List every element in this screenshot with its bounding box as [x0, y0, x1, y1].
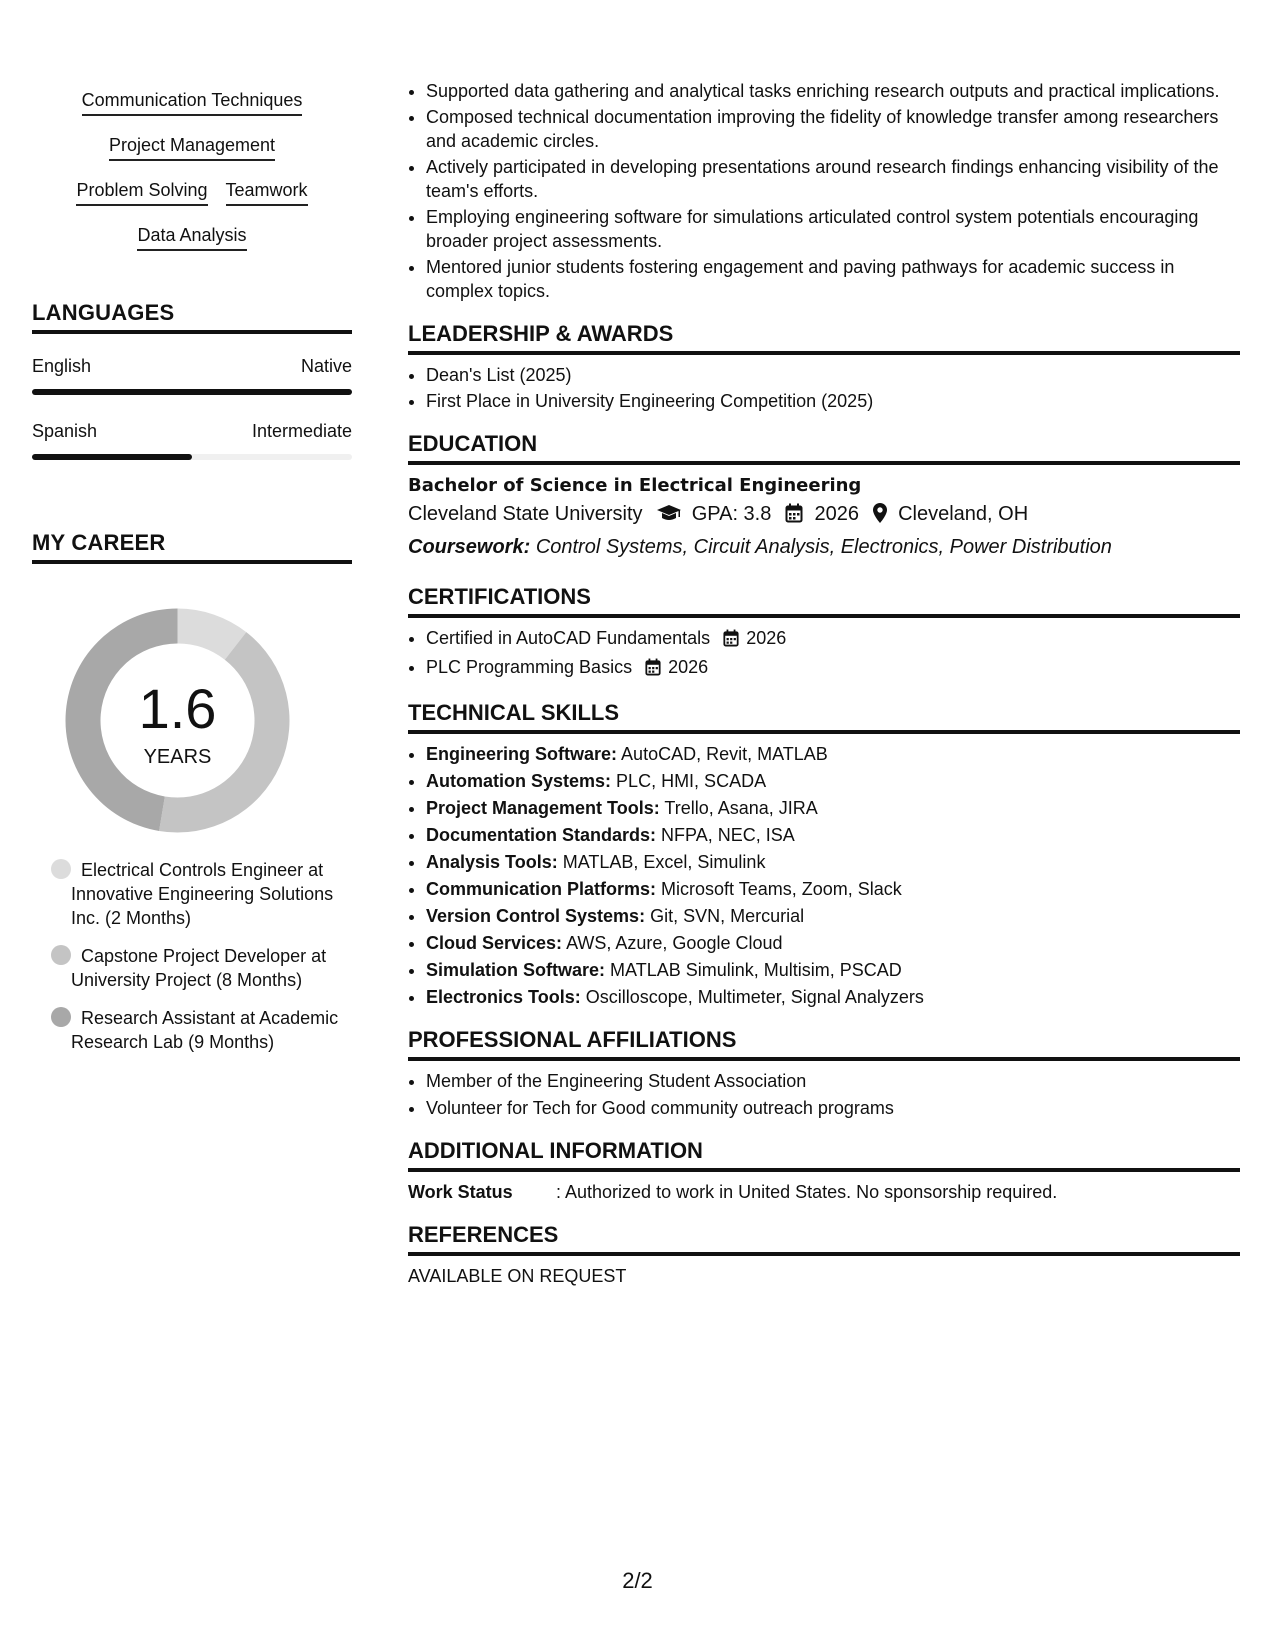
- career-heading: MY CAREER: [32, 530, 352, 564]
- map-pin-icon: [873, 502, 887, 532]
- leadership-heading: LEADERSHIP & AWARDS: [408, 321, 1240, 355]
- skill-label: Analysis Tools:: [426, 852, 558, 872]
- technical-skill-item: [426, 742, 1240, 766]
- skill-tag: Teamwork: [226, 177, 308, 206]
- skill-label: Simulation Software:: [426, 960, 606, 980]
- skill-value: PLC, HMI, SCADA: [616, 771, 767, 791]
- experience-bullet: • Employing engineering software for simulations articulated control system potentials encouraging broader project assessments.: [426, 205, 1240, 253]
- technical-skill-item: [426, 904, 1240, 928]
- skill-tag: Project Management: [109, 132, 275, 161]
- education-details: [408, 499, 1240, 532]
- career-item: [51, 858, 341, 930]
- skill-value: Oscilloscope, Multimeter, Signal Analyzers: [585, 987, 924, 1007]
- education-gpa: GPA: 3.8: [691, 503, 772, 525]
- career-text: Research Assistant at Academic Research Lab (9 Months): [71, 1008, 339, 1052]
- education-year: 2026: [814, 503, 859, 525]
- coursework-value: Control Systems, Circuit Analysis, Electronics, Power Distribution: [535, 536, 1112, 558]
- career-unit: YEARS: [143, 746, 212, 768]
- work-status-label: Work Status: [408, 1182, 513, 1202]
- certification-name: PLC Programming Basics: [426, 657, 633, 677]
- technical-skills-list: [408, 742, 1240, 1009]
- experience-bullet: • Actively participated in developing presentations around research findings enhancing visibility of the team's efforts.: [426, 155, 1240, 203]
- career-total: 1.6: [138, 677, 217, 740]
- technical-skill-item: [426, 796, 1240, 820]
- certification-name: Certified in AutoCAD Fundamentals: [426, 628, 711, 648]
- skill-tag: Data Analysis: [137, 222, 246, 251]
- education-degree: Bachelor of Science in Electrical Engineering: [408, 475, 862, 496]
- sidebar: [32, 0, 352, 1068]
- certifications-heading: CERTIFICATIONS: [408, 584, 1240, 618]
- certification-year: 2026: [746, 628, 787, 648]
- skill-label: Communication Platforms:: [426, 879, 657, 899]
- education-heading: EDUCATION: [408, 431, 1240, 465]
- technical-skill-item: [426, 823, 1240, 847]
- skill-value: AutoCAD, Revit, MATLAB: [621, 744, 828, 764]
- leadership-list: [408, 363, 1240, 413]
- skill-row: [32, 222, 352, 267]
- experience-bullets: [408, 79, 1240, 303]
- language-level: Intermediate: [251, 421, 352, 441]
- technical-skill-item: [426, 850, 1240, 874]
- language-name: English: [32, 356, 92, 376]
- skill-value: Git, SVN, Mercurial: [650, 906, 805, 926]
- leadership-item: • Dean's List (2025): [426, 363, 1240, 387]
- technical-skill-item: [426, 985, 1240, 1009]
- technical-skill-item: [426, 769, 1240, 793]
- language-bar: [32, 389, 352, 395]
- certification-year: 2026: [668, 657, 709, 677]
- technical-skill-item: [426, 877, 1240, 901]
- skill-value: MATLAB Simulink, Multisim, PSCAD: [610, 960, 902, 980]
- technical-skill-item: [426, 958, 1240, 982]
- affiliations-heading: PROFESSIONAL AFFILIATIONS: [408, 1027, 1240, 1061]
- leadership-item: • First Place in University Engineering Competition (2025): [426, 389, 1240, 413]
- education-location: Cleveland, OH: [898, 503, 1029, 525]
- skill-value: Trello, Asana, JIRA: [664, 798, 818, 818]
- language-bar-fill: [32, 389, 352, 395]
- career-dot-icon: [51, 1007, 71, 1027]
- affiliation-item: • Member of the Engineering Student Association: [426, 1069, 1240, 1093]
- language-item: [32, 356, 352, 395]
- language-item: [32, 421, 352, 460]
- work-status-value: : Authorized to work in United States. No sponsorship required.: [556, 1182, 1058, 1202]
- language-bar: [32, 454, 352, 460]
- calendar-icon: [645, 658, 661, 682]
- skill-row: [32, 87, 352, 132]
- additional-info-heading: ADDITIONAL INFORMATION: [408, 1138, 1240, 1172]
- skill-label: Electronics Tools:: [426, 987, 581, 1007]
- skill-label: Cloud Services:: [426, 933, 563, 953]
- career-dot-icon: [51, 859, 71, 879]
- skill-label: Version Control Systems:: [426, 906, 646, 926]
- career-item: [51, 1006, 341, 1054]
- skill-tag: Communication Techniques: [82, 87, 303, 116]
- education-school: Cleveland State University: [408, 503, 643, 525]
- skill-label: Engineering Software:: [426, 744, 618, 764]
- certifications-list: [408, 626, 1240, 682]
- certification-item: [426, 655, 1240, 682]
- skill-label: Documentation Standards:: [426, 825, 657, 845]
- technical-skills-heading: TECHNICAL SKILLS: [408, 700, 1240, 734]
- career-text: Capstone Project Developer at University Project (8 Months): [71, 946, 327, 990]
- calendar-icon: [785, 502, 803, 532]
- skill-value: NFPA, NEC, ISA: [661, 825, 795, 845]
- references-text: AVAILABLE ON REQUEST: [408, 1266, 627, 1286]
- references-heading: REFERENCES: [408, 1222, 1240, 1256]
- career-text: Electrical Controls Engineer at Innovative Engineering Solutions Inc. (2 Months): [71, 860, 334, 928]
- main-content: [408, 0, 1240, 1288]
- skill-label: Automation Systems:: [426, 771, 612, 791]
- affiliations-list: [408, 1069, 1240, 1120]
- skill-row: [32, 132, 352, 177]
- affiliation-item: • Volunteer for Tech for Good community outreach programs: [426, 1096, 1240, 1120]
- experience-bullet: • Composed technical documentation improving the fidelity of knowledge transfer among researchers and academic circles.: [426, 105, 1240, 153]
- page-number: 2/2: [622, 1568, 653, 1593]
- language-bar-fill: [32, 454, 192, 460]
- career-dot-icon: [51, 945, 71, 965]
- career-legend: [32, 858, 352, 1054]
- skill-value: AWS, Azure, Google Cloud: [566, 933, 783, 953]
- career-item: [51, 944, 341, 992]
- coursework-label: Coursework:: [408, 536, 531, 558]
- language-name: Spanish: [32, 421, 98, 441]
- skill-value: MATLAB, Excel, Simulink: [562, 852, 766, 872]
- experience-bullet: • Supported data gathering and analytical tasks enriching research outputs and practical implications.: [426, 79, 1240, 103]
- graduation-cap-icon: [656, 502, 682, 532]
- skill-value: Microsoft Teams, Zoom, Slack: [661, 879, 902, 899]
- technical-skill-item: [426, 931, 1240, 955]
- language-level: Native: [300, 356, 352, 376]
- skill-tag: Problem Solving: [76, 177, 207, 206]
- education-coursework: [408, 532, 1240, 562]
- work-status-row: [408, 1180, 1240, 1204]
- experience-bullet: • Mentored junior students fostering engagement and paving pathways for academic success in complex topics.: [426, 255, 1240, 303]
- languages-heading: LANGUAGES: [32, 300, 352, 334]
- calendar-icon: [723, 629, 739, 653]
- career-donut: [65, 608, 305, 848]
- certification-item: [426, 626, 1240, 653]
- skill-label: Project Management Tools:: [426, 798, 660, 818]
- skill-row: [32, 177, 352, 222]
